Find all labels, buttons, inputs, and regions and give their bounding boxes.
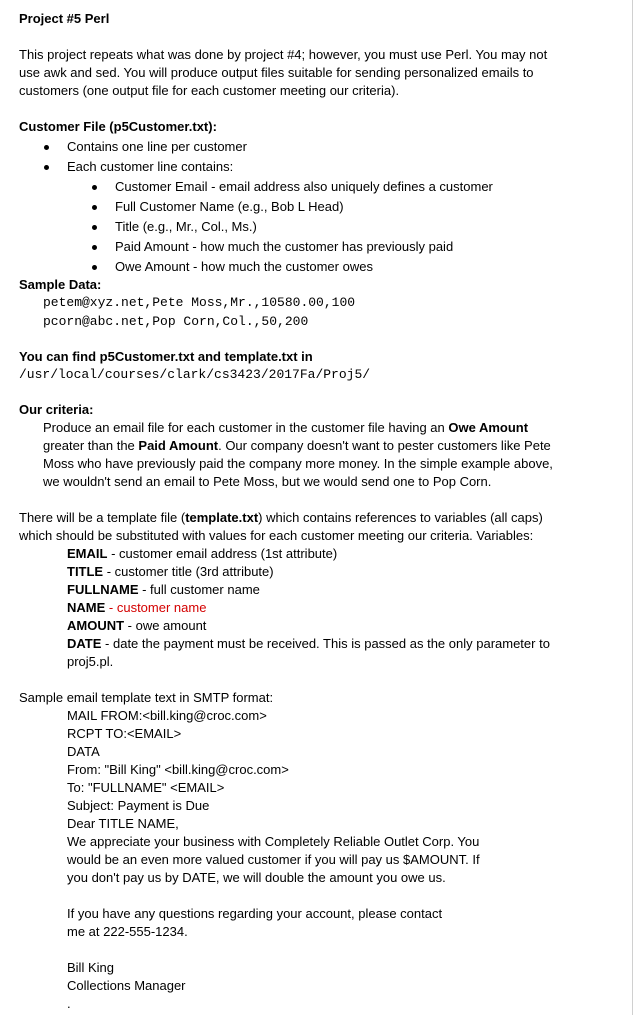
signature-period: . [67,996,71,1011]
variable-amount: AMOUNT - owe amount [67,618,207,633]
sub-list-item: Owe Amount - how much the customer owes [115,259,373,274]
sample-data-line: pcorn@abc.net,Pop Corn,Col.,50,200 [43,314,309,329]
sub-list-item: Paid Amount - how much the customer has previously paid [115,239,454,254]
page-title: Project #5 Perl [19,11,110,26]
sample-email-heading: Sample email template text in SMTP format: [19,690,274,705]
bullet-icon [92,185,97,190]
sample-data-line: petem@xyz.net,Pete Moss,Mr.,10580.00,100 [43,295,356,310]
email-line: Dear TITLE NAME, [67,816,179,831]
criteria-line: greater than the Paid Amount. Our company doesn't want to pester customers like Pete [43,438,551,453]
variable-fullname: FULLNAME - full customer name [67,582,260,597]
template-intro-line: which should be substituted with values for each customer meeting our criteria. Variables: [19,528,534,543]
criteria-line: we wouldn't send an email to Pete Moss, but we would send one to Pop Corn. [43,474,492,489]
bullet-icon [92,225,97,230]
intro-line: customers (one output file for each customer meeting our criteria). [19,83,400,98]
bullet-icon [44,165,49,170]
sample-data-heading: Sample Data: [19,277,102,292]
email-line: MAIL FROM:<bill.king@croc.com> [67,708,267,723]
bullet-icon [92,205,97,210]
email-line: We appreciate your business with Completely Reliable Outlet Corp. You [67,834,480,849]
email-contact-line: If you have any questions regarding your account, please contact [67,906,443,921]
template-intro-line: There will be a template file (template.txt) which contains references to variables (all caps) [19,510,543,525]
variable-date-continued: proj5.pl. [67,654,114,669]
bullet-icon [92,245,97,250]
sub-list-item: Full Customer Name (e.g., Bob L Head) [115,199,344,214]
intro-line: use awk and sed. You will produce output files suitable for sending personalized emails to [19,65,534,80]
criteria-heading: Our criteria: [19,402,94,417]
email-line: RCPT TO:<EMAIL> [67,726,182,741]
signature-name: Bill King [67,960,114,975]
criteria-line: Produce an email file for each customer in the customer file having an Owe Amount [43,420,529,435]
list-item: Contains one line per customer [67,139,247,154]
sub-list-item: Customer Email - email address also uniquely defines a customer [115,179,493,194]
variable-name: NAME - customer name [67,600,207,615]
customer-file-heading: Customer File (p5Customer.txt): [19,119,217,134]
email-line: To: "FULLNAME" <EMAIL> [67,780,225,795]
email-line: DATA [67,744,100,759]
bullet-icon [92,265,97,270]
bullet-icon [44,145,49,150]
variable-date: DATE - date the payment must be received. This is passed as the only parameter to [67,636,550,651]
variable-title: TITLE - customer title (3rd attribute) [67,564,274,579]
email-line: would be an even more valued customer if you will pay us $AMOUNT. If [67,852,480,867]
sub-list-item: Title (e.g., Mr., Col., Ms.) [115,219,257,234]
course-path: /usr/local/courses/clark/cs3423/2017Fa/Proj5/ [19,367,371,382]
variable-email: EMAIL - customer email address (1st attribute) [67,546,338,561]
email-line: you don't pay us by DATE, we will double the amount you owe us. [67,870,446,885]
list-item: Each customer line contains: [67,159,234,174]
intro-line: This project repeats what was done by project #4; however, you must use Perl. You may not [19,47,548,62]
criteria-line: Moss who have previously paid the company more money. In the simple example above, [43,456,553,471]
email-line: Subject: Payment is Due [67,798,210,813]
email-contact-line: me at 222-555-1234. [67,924,188,939]
find-heading: You can find p5Customer.txt and template.txt in [19,349,313,364]
email-line: From: "Bill King" <bill.king@croc.com> [67,762,289,777]
signature-title: Collections Manager [67,978,186,993]
